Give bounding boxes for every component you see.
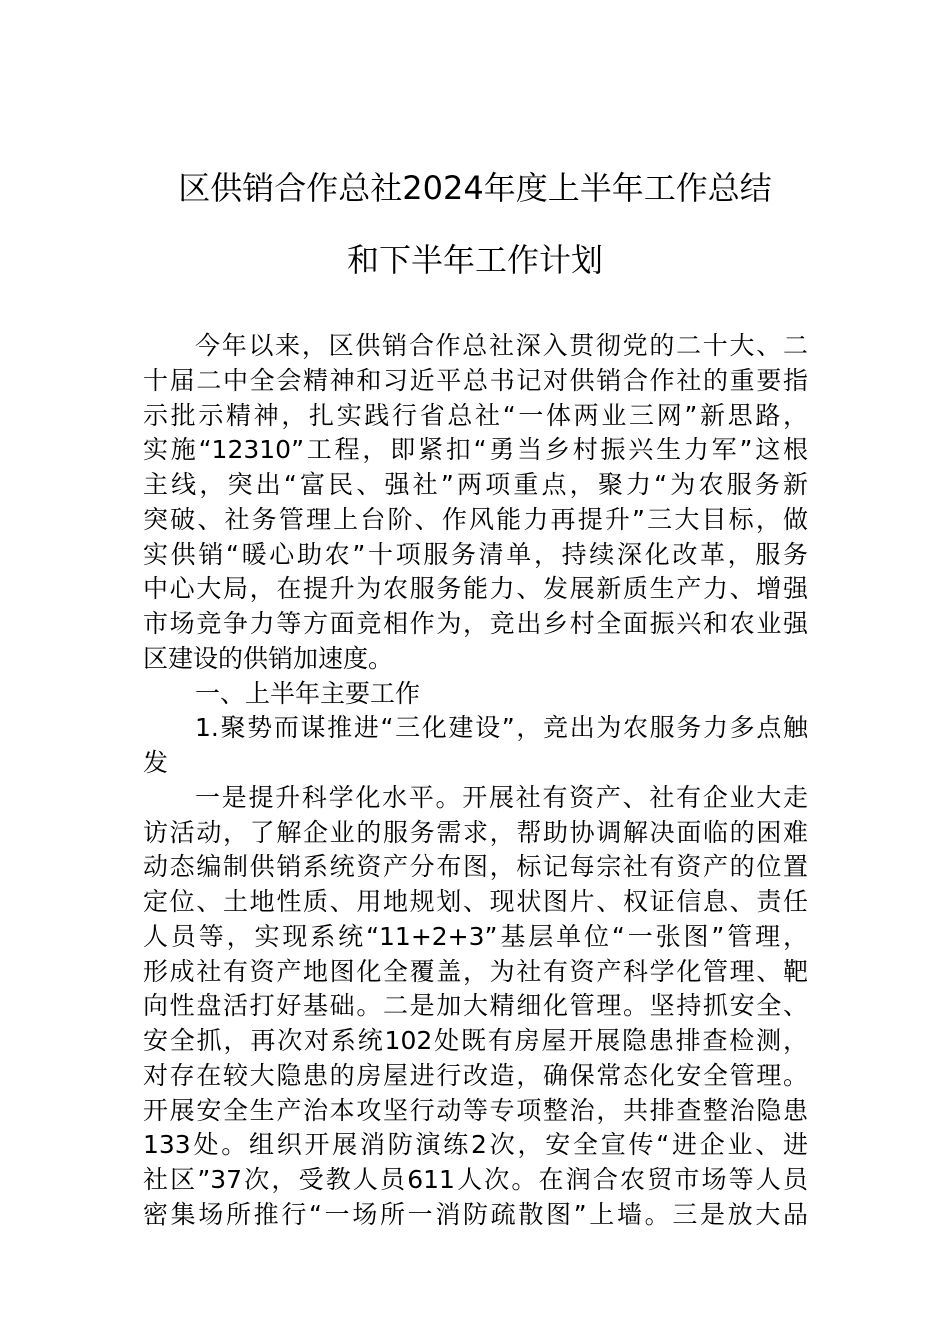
paragraph-line: 动态编制供销系统资产分布图，标记每宗社有资产的位置 — [143, 852, 808, 882]
paragraph-line: 访活动，了解企业的服务需求，帮助协调解决面临的困难 — [143, 817, 808, 847]
paragraph-line: 向性盘活打好基础。二是加大精细化管理。坚持抓安全、 — [143, 991, 808, 1021]
document-title-line-2: 和下半年工作计划 — [346, 241, 603, 279]
paragraph-line: 今年以来，区供销合作总社深入贯彻党的二十大、二 — [195, 331, 808, 360]
paragraph-line: 实供销“暖心助农”十项服务清单，持续深化改革，服务 — [143, 539, 808, 569]
paragraph-line: 区建设的供销加速度。 — [143, 643, 394, 673]
document-title-line-1: 区供销合作总社2024年度上半年工作总结 — [178, 169, 772, 207]
paragraph-line: 示批示精神，扎实践行省总社“一体两业三网”新思路， — [143, 400, 808, 430]
paragraph-line: 市场竞争力等方面竞相作为，竞出乡村全面振兴和农业强 — [143, 609, 808, 638]
document-body — [143, 329, 808, 1233]
paragraph-line: 实施“12310”工程，即紧扣“勇当乡村振兴生力军”这根 — [143, 435, 808, 465]
paragraph-line: 密集场所推行“一场所一消防疏散图”上墙。三是放大品 — [143, 1199, 808, 1229]
subsection-heading: 发 — [143, 748, 169, 777]
subsection-heading: 1.聚势而谋推进“三化建设”，竞出为农服务力多点触 — [195, 713, 808, 743]
paragraph-line: 十届二中全会精神和习近平总书记对供销合作社的重要指 — [143, 365, 808, 395]
paragraph-line: 开展安全生产治本攻坚行动等专项整治，共排查整治隐患 — [143, 1095, 808, 1125]
paragraph-line: 主线，突出“富民、强社”两项重点，聚力“为农服务新 — [143, 470, 808, 499]
paragraph-line: 133处。组织开展消防演练2次，安全宣传“进企业、进 — [143, 1130, 808, 1160]
paragraph-line: 形成社有资产地图化全覆盖，为社有资产科学化管理、靶 — [143, 956, 808, 986]
paragraph-line: 人员等，实现系统“11+2+3”基层单位“一张图”管理， — [143, 921, 808, 951]
paragraph-line: 对存在较大隐患的房屋进行改造，确保常态化安全管理。 — [143, 1060, 808, 1090]
paragraph-line: 突破、社务管理上台阶、作风能力再提升”三大目标，做 — [143, 504, 808, 534]
section-heading: 一、上半年主要工作 — [195, 678, 421, 708]
paragraph-line: 定位、土地性质、用地规划、现状图片、权证信息、责任 — [143, 887, 808, 916]
paragraph-line: 安全抓，再次对系统102处既有房屋开展隐患排查检测， — [143, 1026, 808, 1055]
paragraph-line: 社区”37次，受教人员611人次。在润合农贸市场等人员 — [143, 1165, 808, 1194]
paragraph-line: 中心大局，在提升为农服务能力、发展新质生产力、增强 — [143, 574, 808, 604]
paragraph-line: 一是提升科学化水平。开展社有资产、社有企业大走 — [195, 782, 808, 812]
